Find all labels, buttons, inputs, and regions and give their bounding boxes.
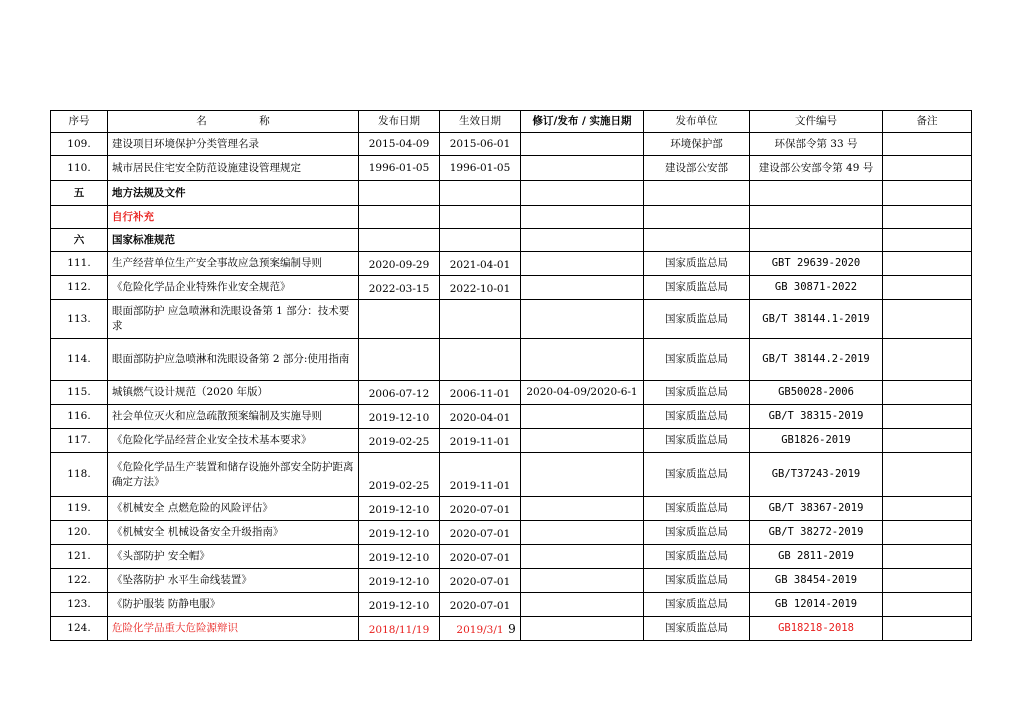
row-doc-no: GB 12014-2019 (750, 593, 883, 617)
row-publish-date (359, 300, 440, 339)
table-row (51, 569, 972, 593)
table-row (51, 133, 972, 156)
row-index: 113. (51, 300, 108, 339)
row-doc-no: GB/T 38272-2019 (750, 521, 883, 545)
table-row (51, 339, 972, 381)
row-effective-date: 2019-11-01 (440, 429, 521, 453)
row-revision (521, 593, 644, 617)
row-remark (883, 453, 972, 497)
row-index: 114. (51, 339, 108, 381)
row-remark (883, 133, 972, 156)
row-effective-date: 2021-04-01 (440, 252, 521, 276)
header-name: 名 称 (108, 111, 359, 133)
row-publish-date (359, 339, 440, 381)
header-index: 序号 (51, 111, 108, 133)
row-name: 建设项目环境保护分类管理名录 (108, 133, 359, 156)
header-remark: 备注 (883, 111, 972, 133)
row-effective-date: 2020-07-01 (440, 545, 521, 569)
row-name: 城镇燃气设计规范（2020 年版） (108, 381, 359, 405)
row-remark (883, 252, 972, 276)
header-revision: 修订/发布 / 实施日期 (521, 111, 644, 133)
row-name: 眼面部防护应急喷淋和洗眼设备第 2 部分:使用指南 (108, 339, 359, 381)
row-effective-date: 2020-04-01 (440, 405, 521, 429)
row-index: 121. (51, 545, 108, 569)
row-name: 眼面部防护 应急喷淋和洗眼设备第 1 部分：技术要求 (108, 300, 359, 339)
row-publish-date: 2019-12-10 (359, 545, 440, 569)
row-revision (521, 133, 644, 156)
section-title: 地方法规及文件 (108, 181, 359, 206)
row-issuer: 国家质监总局 (644, 569, 750, 593)
row-publish-date: 2019-12-10 (359, 521, 440, 545)
row-name: 《坠落防护 水平生命线装置》 (108, 569, 359, 593)
regulations-table (50, 110, 972, 641)
row-remark (883, 300, 972, 339)
row-revision (521, 429, 644, 453)
row-effective-date: 2019-11-01 (440, 453, 521, 497)
row-publish-date: 2019-12-10 (359, 405, 440, 429)
row-issuer: 国家质监总局 (644, 300, 750, 339)
row-index: 115. (51, 381, 108, 405)
row-revision (521, 276, 644, 300)
section-index: 五 (51, 181, 108, 206)
row-name: 《机械安全 点燃危险的风险评估》 (108, 497, 359, 521)
row-revision (521, 453, 644, 497)
table-row (51, 276, 972, 300)
row-doc-no: GBT 29639-2020 (750, 252, 883, 276)
row-revision (521, 521, 644, 545)
row-publish-date: 2019-02-25 (359, 453, 440, 497)
row-issuer: 环境保护部 (644, 133, 750, 156)
row-name: 《头部防护 安全帽》 (108, 545, 359, 569)
row-publish-date: 2020-09-29 (359, 252, 440, 276)
row-revision: 2020-04-09/2020-6-1 (521, 381, 644, 405)
row-effective-date: 2019/3/1 (440, 617, 521, 641)
row-publish-date: 2019-12-10 (359, 497, 440, 521)
row-issuer: 国家质监总局 (644, 252, 750, 276)
row-index: 112. (51, 276, 108, 300)
row-effective-date: 2020-07-01 (440, 593, 521, 617)
row-publish-date: 2019-12-10 (359, 593, 440, 617)
table-row (51, 429, 972, 453)
section-row (51, 181, 972, 206)
row-effective-date: 1996-01-05 (440, 156, 521, 181)
supplement-label: 自行补充 (108, 206, 359, 229)
row-effective-date: 2006-11-01 (440, 381, 521, 405)
row-doc-no: 环保部令第 33 号 (750, 133, 883, 156)
header-issuer: 发布单位 (644, 111, 750, 133)
row-index: 122. (51, 569, 108, 593)
table-row (51, 156, 972, 181)
row-issuer: 国家质监总局 (644, 429, 750, 453)
row-name: 《机械安全 机械设备安全升级指南》 (108, 521, 359, 545)
row-remark (883, 276, 972, 300)
row-publish-date: 2022-03-15 (359, 276, 440, 300)
row-issuer: 国家质监总局 (644, 593, 750, 617)
header-publish-date: 发布日期 (359, 111, 440, 133)
row-name: 生产经营单位生产安全事故应急预案编制导则 (108, 252, 359, 276)
row-remark (883, 569, 972, 593)
row-effective-date: 2020-07-01 (440, 497, 521, 521)
row-revision (521, 252, 644, 276)
row-remark (883, 521, 972, 545)
row-name: 社会单位灭火和应急疏散预案编制及实施导则 (108, 405, 359, 429)
page-number: 9 (508, 622, 516, 636)
header-doc-no: 文件编号 (750, 111, 883, 133)
header-effective-date: 生效日期 (440, 111, 521, 133)
row-doc-no: GB1826-2019 (750, 429, 883, 453)
row-revision (521, 405, 644, 429)
row-publish-date: 2019-02-25 (359, 429, 440, 453)
row-doc-no: GB/T 38367-2019 (750, 497, 883, 521)
row-doc-no: GB/T 38315-2019 (750, 405, 883, 429)
table-row (51, 405, 972, 429)
row-publish-date: 1996-01-05 (359, 156, 440, 181)
table-row (51, 381, 972, 405)
table-row (51, 453, 972, 497)
table-row (51, 593, 972, 617)
row-index: 118. (51, 453, 108, 497)
row-revision (521, 569, 644, 593)
row-publish-date: 2006-07-12 (359, 381, 440, 405)
row-effective-date (440, 300, 521, 339)
row-index: 120. (51, 521, 108, 545)
row-doc-no: GB 38454-2019 (750, 569, 883, 593)
row-name: 危险化学品重大危险源辩识 (108, 617, 359, 641)
row-revision (521, 300, 644, 339)
row-issuer: 国家质监总局 (644, 497, 750, 521)
row-doc-no: GB/T 38144.2-2019 (750, 339, 883, 381)
row-remark (883, 429, 972, 453)
row-remark (883, 545, 972, 569)
row-doc-no: GB/T 38144.1-2019 (750, 300, 883, 339)
row-issuer: 国家质监总局 (644, 339, 750, 381)
section-index: 六 (51, 229, 108, 252)
row-publish-date: 2015-04-09 (359, 133, 440, 156)
row-doc-no: GB 2811-2019 (750, 545, 883, 569)
table-row (51, 300, 972, 339)
row-remark (883, 497, 972, 521)
row-index: 123. (51, 593, 108, 617)
row-issuer: 国家质监总局 (644, 381, 750, 405)
row-remark (883, 339, 972, 381)
row-revision (521, 545, 644, 569)
row-issuer: 国家质监总局 (644, 521, 750, 545)
row-effective-date: 2020-07-01 (440, 569, 521, 593)
row-effective-date: 2022-10-01 (440, 276, 521, 300)
row-effective-date: 2015-06-01 (440, 133, 521, 156)
row-index: 124. (51, 617, 108, 641)
row-issuer: 国家质监总局 (644, 545, 750, 569)
row-publish-date: 2019-12-10 (359, 569, 440, 593)
row-remark (883, 593, 972, 617)
row-doc-no: GB18218-2018 (750, 617, 883, 641)
row-effective-date (440, 339, 521, 381)
row-remark (883, 405, 972, 429)
row-effective-date: 2020-07-01 (440, 521, 521, 545)
row-remark (883, 381, 972, 405)
row-doc-no: GB 30871-2022 (750, 276, 883, 300)
row-issuer: 国家质监总局 (644, 453, 750, 497)
row-index: 109. (51, 133, 108, 156)
row-index: 117. (51, 429, 108, 453)
row-issuer: 国家质监总局 (644, 617, 750, 641)
row-name: 《危险化学品企业特殊作业安全规范》 (108, 276, 359, 300)
row-name: 城市居民住宅安全防范设施建设管理规定 (108, 156, 359, 181)
table-row (51, 252, 972, 276)
row-index: 111. (51, 252, 108, 276)
row-index: 116. (51, 405, 108, 429)
row-index: 110. (51, 156, 108, 181)
row-name: 《危险化学品生产装置和储存设施外部安全防护距离确定方法》 (108, 453, 359, 497)
section-title: 国家标准规范 (108, 229, 359, 252)
table-row (51, 497, 972, 521)
row-issuer: 建设部公安部 (644, 156, 750, 181)
row-name: 《危险化学品经营企业安全技术基本要求》 (108, 429, 359, 453)
row-name: 《防护服装 防静电服》 (108, 593, 359, 617)
section-row (51, 206, 972, 229)
row-index: 119. (51, 497, 108, 521)
row-doc-no: 建设部公安部令第 49 号 (750, 156, 883, 181)
table-row (51, 521, 972, 545)
table-row (51, 545, 972, 569)
row-revision (521, 156, 644, 181)
row-issuer: 国家质监总局 (644, 276, 750, 300)
row-revision (521, 339, 644, 381)
row-publish-date: 2018/11/19 (359, 617, 440, 641)
row-doc-no: GB/T37243-2019 (750, 453, 883, 497)
section-row (51, 229, 972, 252)
table-header-row (51, 111, 972, 133)
row-remark (883, 156, 972, 181)
row-issuer: 国家质监总局 (644, 405, 750, 429)
row-doc-no: GB50028-2006 (750, 381, 883, 405)
row-revision (521, 497, 644, 521)
